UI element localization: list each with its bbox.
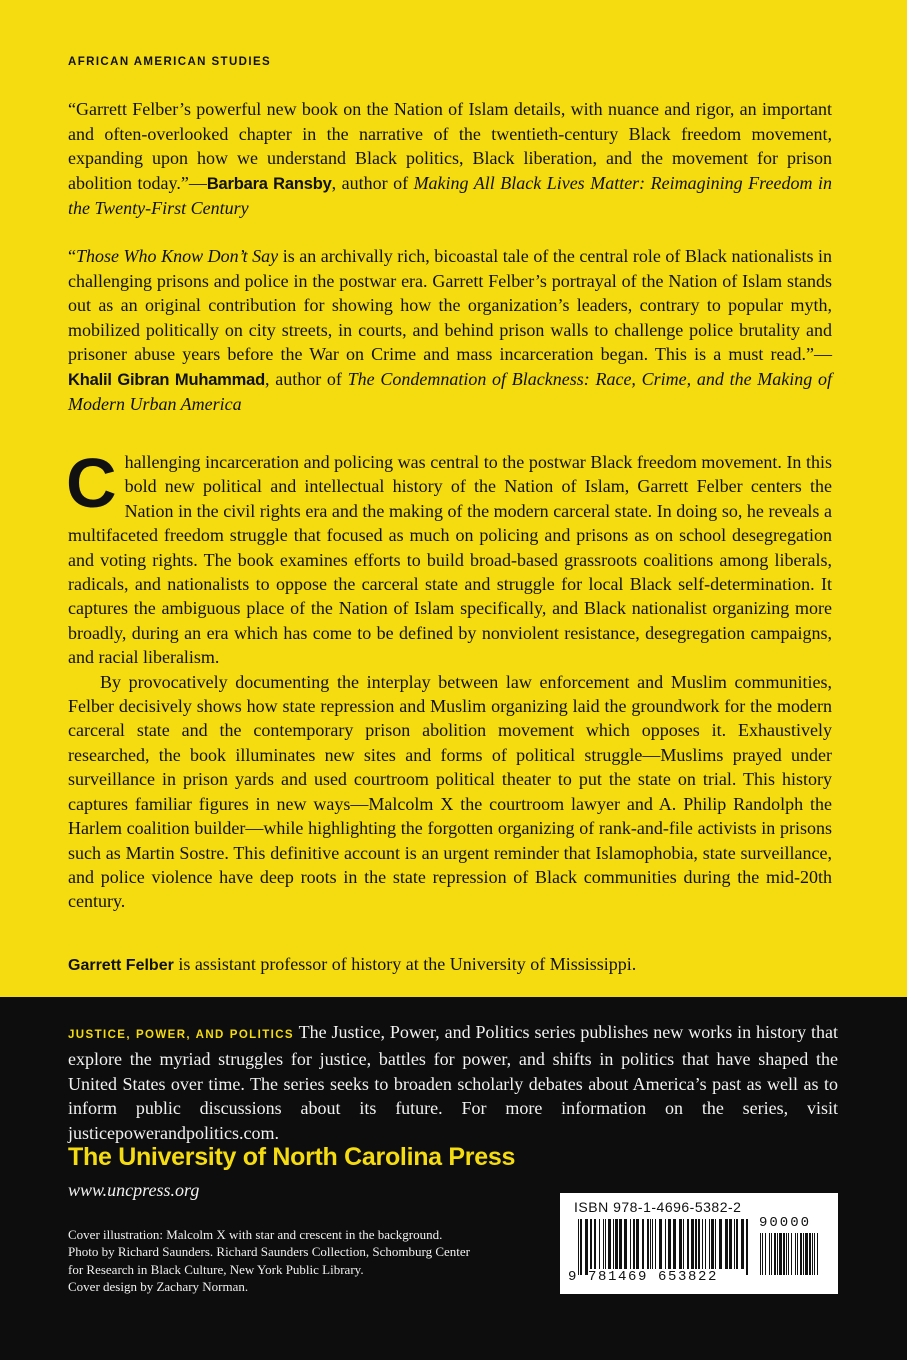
credit-line: Cover illustration: Malcolm X with star and crescent in the background. <box>68 1227 443 1242</box>
barcode-bar <box>590 1219 592 1269</box>
barcode-bar <box>786 1233 787 1275</box>
barcode-bar <box>795 1233 796 1275</box>
author-bio <box>68 952 832 978</box>
barcode-bar <box>715 1219 716 1269</box>
barcode-bar <box>779 1233 782 1275</box>
description-paragraph-2: By provocatively documenting the interplay between law enforcement and Muslim communities, Felber decisively shows how state repression and Muslim organizing laid the groundwork for the modern carceral state and the contemporary prison abolition movement which opposes it. Exhaustively researched, the book illuminates new sites and forms of political struggle—Muslims prayed under surveillance in prison yards and used courtroom political theater to put the state on trial. This history captures familiar figures in new ways—Malcolm X the courtroom lawyer and A. Philip Randolph the Harlem coalition builder—while highlighting the forgotten organizing of rank-and-file activists in prisons such as Martin Sostre. This definitive account is an urgent reminder that Islamophobia, state surveillance, and police violence have deep roots in the state repression of Black communities during the mid-20th century. <box>68 671 832 912</box>
barcode-bar <box>769 1233 770 1275</box>
quote-author: Barbara Ransby <box>206 174 332 193</box>
barcode-bar <box>594 1219 596 1269</box>
isbn-barcode <box>560 1193 838 1294</box>
barcode-bar <box>698 1219 700 1269</box>
barcode-bar <box>797 1233 798 1275</box>
cover-credits <box>68 1226 508 1295</box>
barcode-bar <box>655 1219 656 1269</box>
barcode-bar <box>630 1219 631 1269</box>
barcode-bar <box>711 1219 714 1269</box>
publisher-url[interactable]: www.uncpress.org <box>68 1180 200 1200</box>
barcode-bar <box>814 1233 815 1275</box>
barcode-bar <box>673 1219 676 1269</box>
quote-text: “Garrett Felber’s powerful new book on the Nation of Islam details, with nuance and rigor, an important and often-overlooked chapter in the narrative of the twentieth-century Black freedom movement, expanding upon how we understand Black politics, Black liberation, and the movement for prison abolition today.” <box>68 99 832 193</box>
credit-line: Photo by Richard Saunders. Richard Saunders Collection, Schomburg Center <box>68 1244 470 1260</box>
barcode-bar <box>599 1219 600 1269</box>
barcode-bar <box>803 1233 804 1275</box>
series-text: The Justice, Power, and Politics series publishes new works in history that explore the myriad struggles for justice, battles for power, and shifts in politics that have shaped the United States over time. The series seeks to broaden scholarly debates about America’s past as well as to inform public discussions about its future. For more information on the series, visit justicepowerandpolitics.com. <box>68 1022 838 1143</box>
barcode-bar <box>709 1219 710 1269</box>
barcode-bar <box>624 1219 627 1269</box>
description-text-1: hallenging incarceration and policing was central to the postwar Black freedom movement. In this bold new political and intellectual history of the Nation of Islam, Garrett Felber centers the Nation in the civil rights era and the making of the modern carceral state. In doing so, he reveals a multifaceted freedom struggle that focused as much on policing and prisons as on school desegregation and voting rights. The book examines efforts to build broad-based grassroots coalitions among liberals, radicals, and nationalists to oppose the carceral state and struggle for local Black self-determination. It captures the ambiguous place of the Nation of Islam specifically, and Black nationalist organizing more broadly, during an era which has come to be defined by nonviolent resistance, desegregation campaigns, and racial liberalism. <box>68 452 832 668</box>
category-label: AFRICAN AMERICAN STUDIES <box>68 56 272 68</box>
barcode-bar <box>719 1219 722 1269</box>
barcode-bar <box>613 1219 614 1269</box>
drop-cap: C <box>66 444 117 522</box>
credit-line: for Research in Black Culture, New York Public Library. <box>68 1261 364 1277</box>
barcode-bar <box>817 1233 818 1275</box>
ean-barcode-bars <box>578 1219 750 1275</box>
barcode-bar <box>633 1219 635 1269</box>
barcode-bar <box>760 1233 761 1275</box>
barcode-bar <box>725 1219 728 1269</box>
description-paragraph-1 <box>66 444 832 670</box>
barcode-bar <box>608 1219 611 1269</box>
barcode-bar <box>665 1219 666 1269</box>
barcode-bar <box>652 1219 653 1269</box>
barcode-bar <box>691 1219 694 1269</box>
barcode-bar <box>729 1219 732 1269</box>
barcode-bar <box>615 1219 618 1269</box>
author-bio-text: is assistant professor of history at the University of Mississippi. <box>173 954 637 974</box>
barcode-bar <box>809 1233 811 1275</box>
barcode-bar <box>659 1219 662 1269</box>
barcode-bar <box>783 1233 785 1275</box>
barcode-bar <box>812 1233 813 1275</box>
quote-dash: — <box>814 344 832 364</box>
quote-book-title: The Condemnation of Blackness: Race, Crime, and the Making of Modern Urban America <box>68 368 832 414</box>
barcode-bar <box>805 1233 808 1275</box>
addon-digits: 90000 <box>759 1215 812 1231</box>
barcode-bar <box>668 1219 671 1269</box>
endorsement-quote-2 <box>68 244 832 417</box>
series-label: JUSTICE, POWER, AND POLITICS <box>68 1029 294 1041</box>
endorsement-quote-1 <box>68 97 832 221</box>
quote-title: Those Who Know Don’t Say <box>76 246 279 266</box>
quote-text: is an archivally rich, bicoastal tale of the central role of Black nationalists in challenging prisons and police in the postwar era. Garrett Felber’s portrayal of the Nation of Islam stands out as an original contribution for showing how the organization’s leaders, contrary to popular myth, mobilized politically on city streets, in courts, and behind prison walls to challenge police brutality and prisoner abuse years before the War on Crime and mass incarceration began. This is a must read.” <box>68 246 832 364</box>
barcode-bar <box>605 1219 606 1269</box>
barcode-bar <box>687 1219 689 1269</box>
barcode-bar <box>771 1233 772 1275</box>
barcode-bar <box>762 1233 763 1275</box>
quote-book-title: Making All Black Lives Matter: Reimagining Freedom in the Twenty-First Century <box>68 172 832 218</box>
barcode-bar <box>636 1219 639 1269</box>
quote-role: , author of <box>264 368 348 389</box>
barcode-bar <box>647 1219 649 1269</box>
quote-author: Khalil Gibran Muhammad <box>68 370 265 389</box>
quote-dash: — <box>188 172 207 193</box>
barcode-bar <box>603 1219 604 1269</box>
barcode-bar <box>765 1233 766 1275</box>
book-description <box>66 444 832 914</box>
barcode-bar <box>800 1233 802 1275</box>
barcode-bar <box>619 1219 622 1269</box>
quote-open: “ <box>68 246 76 266</box>
barcode-bar <box>774 1233 776 1275</box>
barcode-bar <box>705 1219 706 1269</box>
barcode-bar <box>736 1219 738 1269</box>
barcode-digits: 9 781469 653822 <box>568 1269 719 1285</box>
isbn-label: ISBN 978-1-4696-5382-2 <box>574 1199 742 1215</box>
barcode-bar <box>702 1219 703 1269</box>
author-name: Garrett Felber <box>68 957 174 974</box>
barcode-bar <box>777 1233 778 1275</box>
barcode-bar <box>580 1219 582 1275</box>
series-description <box>68 1020 838 1145</box>
barcode-bar <box>578 1219 579 1275</box>
barcode-bar <box>791 1233 792 1275</box>
addon-barcode-bars <box>760 1233 822 1275</box>
barcode-bar <box>734 1219 735 1269</box>
barcode-bar <box>679 1219 682 1269</box>
publisher-name: The University of North Carolina Press <box>68 1143 516 1171</box>
quote-role: , author of <box>331 172 414 193</box>
credit-line: Cover design by Zachary Norman. <box>68 1278 249 1294</box>
barcode-bar <box>585 1219 588 1275</box>
barcode-bar <box>746 1219 748 1275</box>
barcode-bar <box>788 1233 789 1275</box>
barcode-bar <box>741 1219 744 1269</box>
barcode-bar <box>642 1219 644 1269</box>
barcode-bar <box>695 1219 697 1269</box>
barcode-bar <box>650 1219 651 1269</box>
barcode-bar <box>683 1219 684 1269</box>
